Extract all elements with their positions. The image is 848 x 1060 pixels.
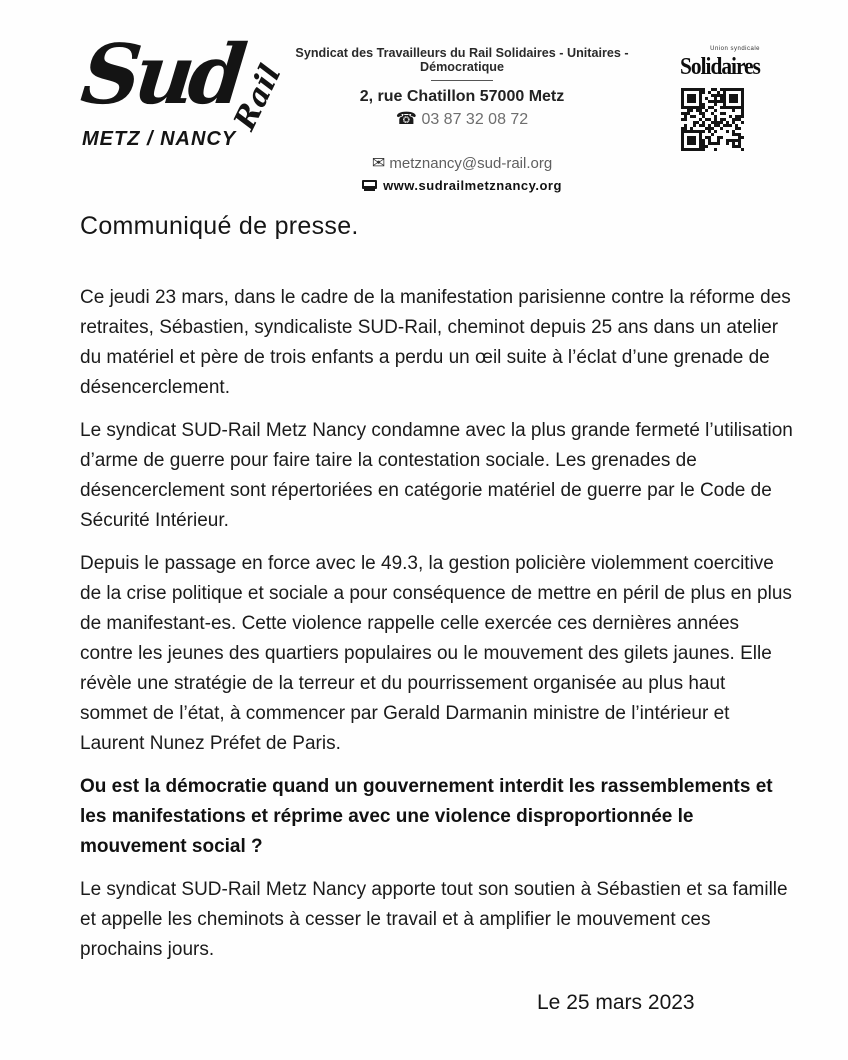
logo-region-text: METZ / NANCY [82, 127, 237, 150]
email-address: metznancy@sud-rail.org [389, 155, 553, 172]
email-line [258, 153, 666, 173]
paragraph-1: Ce jeudi 23 mars, dans le cadre de la manifestation parisienne contre la réforme des retraites, Sébastien, syndicaliste SUD-Rail, cheminot depuis 25 ans dans un atelier du matériel et père de trois enfants a perdu un œil suite à l’éclat d’une grenade de désencerclement. [80, 287, 791, 398]
phone-number: 03 87 32 08 72 [421, 111, 529, 128]
solidaires-wordmark: Solidaires [680, 52, 760, 80]
paragraph-4-emphasis: Ou est la démocratie quand un gouvernement interdit les rassemblements et les manifestations et réprime avec une violence disproportionnée le mouvement social ? [80, 776, 773, 857]
document-body [80, 212, 796, 1015]
sud-rail-logo [77, 27, 289, 169]
document-date: Le 25 mars 2023 [537, 991, 695, 1014]
paragraph-5: Le syndicat SUD-Rail Metz Nancy apporte tout son soutien à Sébastien et sa famille et appelle les cheminots à cesser le travail et à amplifier le mouvement ces prochains jours. [80, 879, 788, 960]
paragraph-2: Le syndicat SUD-Rail Metz Nancy condamne avec la plus grande fermeté l’utilisation d’arme de guerre pour faire taire la contestation sociale. Les grenades de désencerclement sont répertoriées en catégorie matériel de guerre par le Code de Sécurité Intérieur. [80, 420, 793, 531]
monitor-icon [362, 180, 377, 191]
postal-address: 2, rue Chatillon 57000 Metz [359, 88, 565, 105]
organization-name: Syndicat des Travailleurs du Rail Solidaires - Unitaires - Démocratique [295, 46, 629, 74]
solidaires-logo [680, 46, 760, 80]
divider [431, 80, 493, 81]
qr-code [681, 88, 744, 151]
contact-block [258, 46, 666, 193]
paragraph-3: Depuis le passage en force avec le 49.3, la gestion policière violemment coercitive de la crise politique et sociale a pour conséquence de mettre en péril de plus en plus de manifestant-es. Cette violence rappelle celle exercée ces dernières années contre les jeunes des quartiers populaires ou le mouvement des gilets jaunes. Elle révèle une stratégie de la terreur et du pourrissement organisée au plus haut sommet de l’état, à commencer par Gerald Darmanin ministre de l’intérieur et Laurent Nunez Préfet de Paris. [80, 553, 792, 754]
letterhead [0, 0, 848, 200]
phone-line [258, 109, 666, 129]
document-title: Communiqué de presse. [80, 212, 359, 240]
logo-sud-text: Sud [77, 27, 246, 123]
envelope-icon: ✉ [371, 155, 386, 172]
solidaires-union-text: Union syndicale [710, 46, 760, 52]
logo-rail-text: Rail [227, 59, 289, 136]
phone-icon: ☎ [395, 109, 417, 128]
website-line [258, 178, 666, 193]
website-url: www.sudrailmetznancy.org [383, 178, 562, 193]
